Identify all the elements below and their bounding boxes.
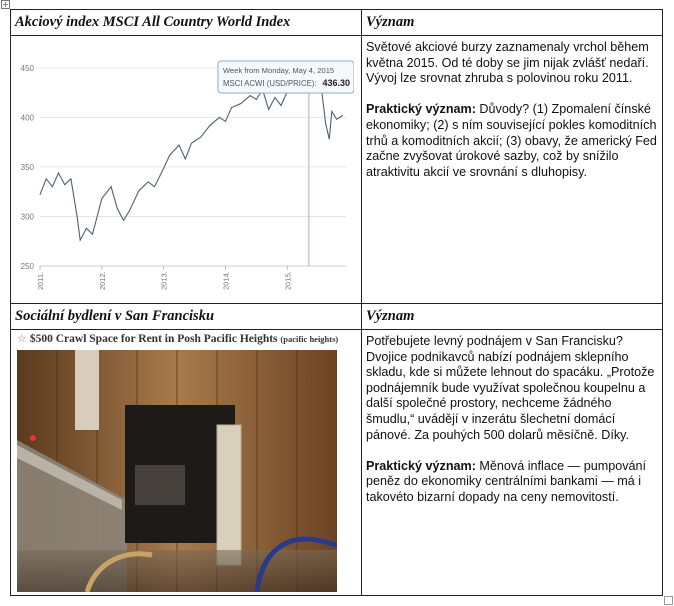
table-border-left — [10, 9, 11, 596]
chart-x-tick-label: 2012. — [97, 271, 107, 290]
table-border-row1-header — [10, 35, 663, 36]
row1-right-header: Význam — [366, 14, 415, 30]
listing-title-text: $500 Crawl Space for Rent in Posh Pacific Heights — [29, 333, 278, 345]
chart-x-tick-label: 2015. — [283, 271, 293, 290]
listing-title — [17, 332, 338, 345]
table-border-row-split — [10, 303, 663, 304]
row1-practical-text: Důvody? (1) Zpomalení čínské ekonomiky; (2) s ním související pokles komoditních trhů a komoditních akcií; (3) obavy, že americký Fed začne zvyšovat úrokové sazby, což by snížilo atraktivitu akcií ve srovnání s dluhopisy. — [366, 102, 657, 179]
chart-tooltip-label: MSCI ACWI (USD/PRICE): — [223, 79, 317, 88]
row1-practical-label: Praktický význam: — [366, 102, 476, 117]
row1-paragraph: Světové akciové burzy zaznamenaly vrchol během května 2015. Od té doby se jim nijak zvlášť nedaří. Vývoj lze srovnat zhruba s polovinou roku 2011. — [366, 40, 649, 86]
crawl-space-photo — [17, 350, 337, 592]
table-resize-handle[interactable] — [664, 596, 673, 605]
poster-on-wall — [75, 350, 99, 430]
table-border-middle — [361, 9, 362, 596]
row2-practical-label: Praktický význam: — [366, 458, 476, 473]
chart-y-tick-label: 450 — [20, 63, 34, 73]
row2-description — [366, 334, 660, 506]
chart-y-tick-label: 300 — [20, 212, 34, 222]
chart-y-tick-label: 250 — [20, 262, 34, 271]
table-border-bottom — [10, 595, 663, 596]
table-move-handle[interactable]: + — [2, 0, 9, 9]
row1-practical — [366, 102, 658, 180]
chart-x-tick-label: 2011. — [36, 271, 45, 290]
chart-tooltip-week: Week from Monday, May 4, 2015 — [223, 66, 335, 75]
msci-acwi-line-chart — [14, 44, 354, 296]
table-border-right — [662, 9, 663, 596]
row2-right-header: Význam — [366, 308, 415, 324]
favorite-star-icon[interactable]: ☆ — [17, 333, 27, 345]
row1-left-header: Akciový index MSCI All Country World Index — [15, 14, 291, 30]
chart-y-tick-label: 400 — [20, 113, 34, 123]
row2-practical — [366, 459, 660, 506]
row2-paragraph: Potřebujete levný podnájem v San Francisku? Dvojice podnikavců nabízí podnájem sklepního skladu, kde si můžete lehnout do spacáku. „Protože podnájemník bude využívat společnou koupelnu a další společné prostory, nechceme žádného šmudlu,“ uvádějí v inzerátu šlechetní domácí pánové. Za pouhých 500 dolarů měsíčně. Díky. — [366, 334, 655, 442]
chart-tooltip-value: 436.30 — [322, 78, 350, 88]
chart-x-tick-label: 2014. — [221, 271, 231, 290]
chart-tooltip — [218, 61, 354, 93]
row1-description — [366, 40, 658, 180]
table-border-row2-header — [10, 329, 663, 330]
chart-x-tick-label: 2013. — [159, 271, 169, 290]
table-border-top — [10, 9, 663, 10]
row2-left-header: Sociální bydlení v San Francisku — [15, 308, 215, 324]
listing-location-tag: (pacific heights) — [280, 334, 339, 344]
chart-y-tick-label: 350 — [20, 162, 34, 172]
row2-practical-text: Měnová inflace — pumpování peněz do ekonomiky centrálními bankami — má i takovéto bizarní dopady na ceny nemovitostí. — [366, 458, 647, 504]
